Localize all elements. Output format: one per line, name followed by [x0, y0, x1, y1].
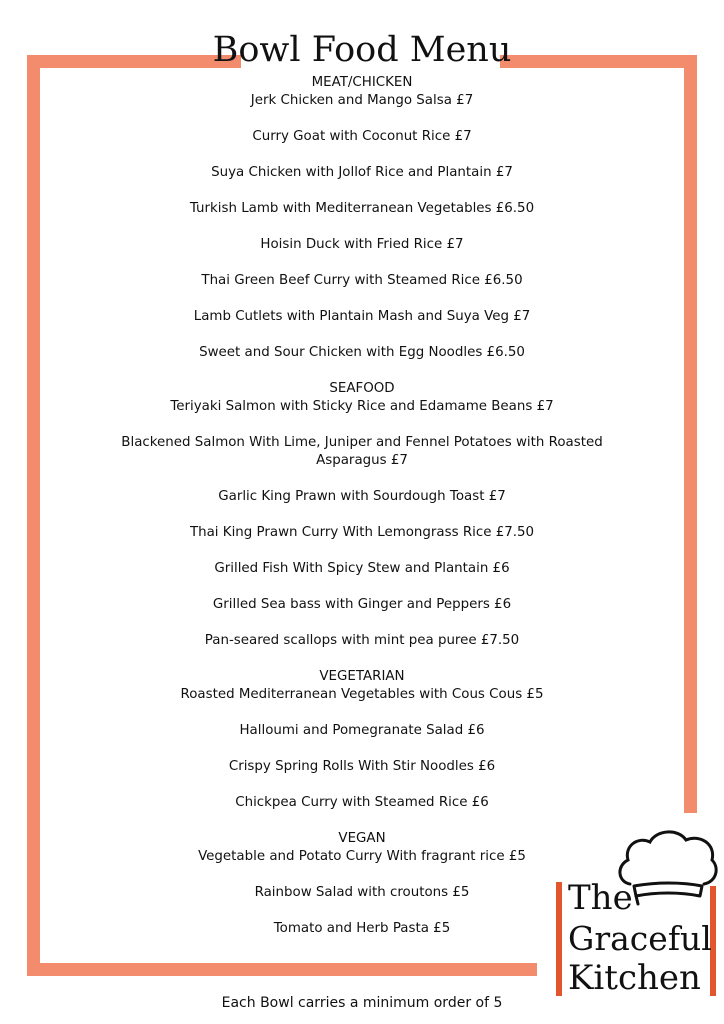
section-heading-seafood: SEAFOOD: [329, 381, 395, 396]
logo-accent-bar-left: [556, 882, 562, 996]
menu-item: Garlic King Prawn with Sourdough Toast £7: [218, 489, 506, 504]
logo-word-graceful: Graceful: [568, 919, 712, 958]
menu-item: Hoisin Duck with Fried Rice £7: [260, 237, 464, 252]
menu-body: [40, 74, 684, 956]
menu-item: Lamb Cutlets with Plantain Mash and Suya Veg £7: [193, 309, 531, 324]
frame-bottom: [27, 963, 537, 976]
menu-item: Rainbow Salad with croutons £5: [254, 885, 470, 900]
menu-item: Grilled Fish With Spicy Stew and Plantain £6: [214, 561, 510, 576]
logo-word-the: The: [568, 878, 633, 918]
section-heading-meat: MEAT/CHICKEN: [311, 75, 413, 90]
menu-item: Curry Goat with Coconut Rice £7: [252, 129, 472, 144]
menu-item: Halloumi and Pomegranate Salad £6: [239, 723, 485, 738]
menu-title: Bowl Food Menu: [212, 30, 512, 70]
menu-item: Tomato and Herb Pasta £5: [273, 921, 451, 936]
menu-item: Jerk Chicken and Mango Salsa £7: [250, 93, 474, 108]
logo-word-kitchen: Kitchen: [568, 958, 701, 998]
section-heading-vegan: VEGAN: [338, 831, 386, 846]
frame-right: [684, 55, 697, 813]
section-heading-vegetarian: VEGETARIAN: [319, 669, 405, 684]
menu-item: Thai Green Beef Curry with Steamed Rice £6.50: [201, 273, 523, 288]
menu-item: Thai King Prawn Curry With Lemongrass Rice £7.50: [189, 525, 535, 540]
menu-item: Roasted Mediterranean Vegetables with Cous Cous £5: [180, 687, 544, 702]
menu-item: Turkish Lamb with Mediterranean Vegetables £6.50: [189, 201, 535, 216]
menu-item: Suya Chicken with Jollof Rice and Plantain £7: [211, 165, 513, 180]
menu-item: Grilled Sea bass with Ginger and Peppers £6: [212, 597, 512, 612]
graceful-kitchen-logo: [556, 826, 721, 996]
footer-note: Each Bowl carries a minimum order of 5: [221, 995, 503, 1011]
menu-item: Pan-seared scallops with mint pea puree £7.50: [204, 633, 520, 648]
frame-left: [27, 55, 40, 976]
menu-item-line: Asparagus £7: [316, 453, 408, 468]
menu-item-line: Blackened Salmon With Lime, Juniper and Fennel Potatoes with Roasted: [121, 435, 603, 450]
menu-item: Chickpea Curry with Steamed Rice £6: [235, 795, 489, 810]
menu-item: Teriyaki Salmon with Sticky Rice and Edamame Beans £7: [170, 399, 554, 414]
menu-item: Vegetable and Potato Curry With fragrant rice £5: [198, 849, 526, 864]
menu-item: Crispy Spring Rolls With Stir Noodles £6: [228, 759, 496, 774]
menu-item: Sweet and Sour Chicken with Egg Noodles £6.50: [199, 345, 525, 360]
